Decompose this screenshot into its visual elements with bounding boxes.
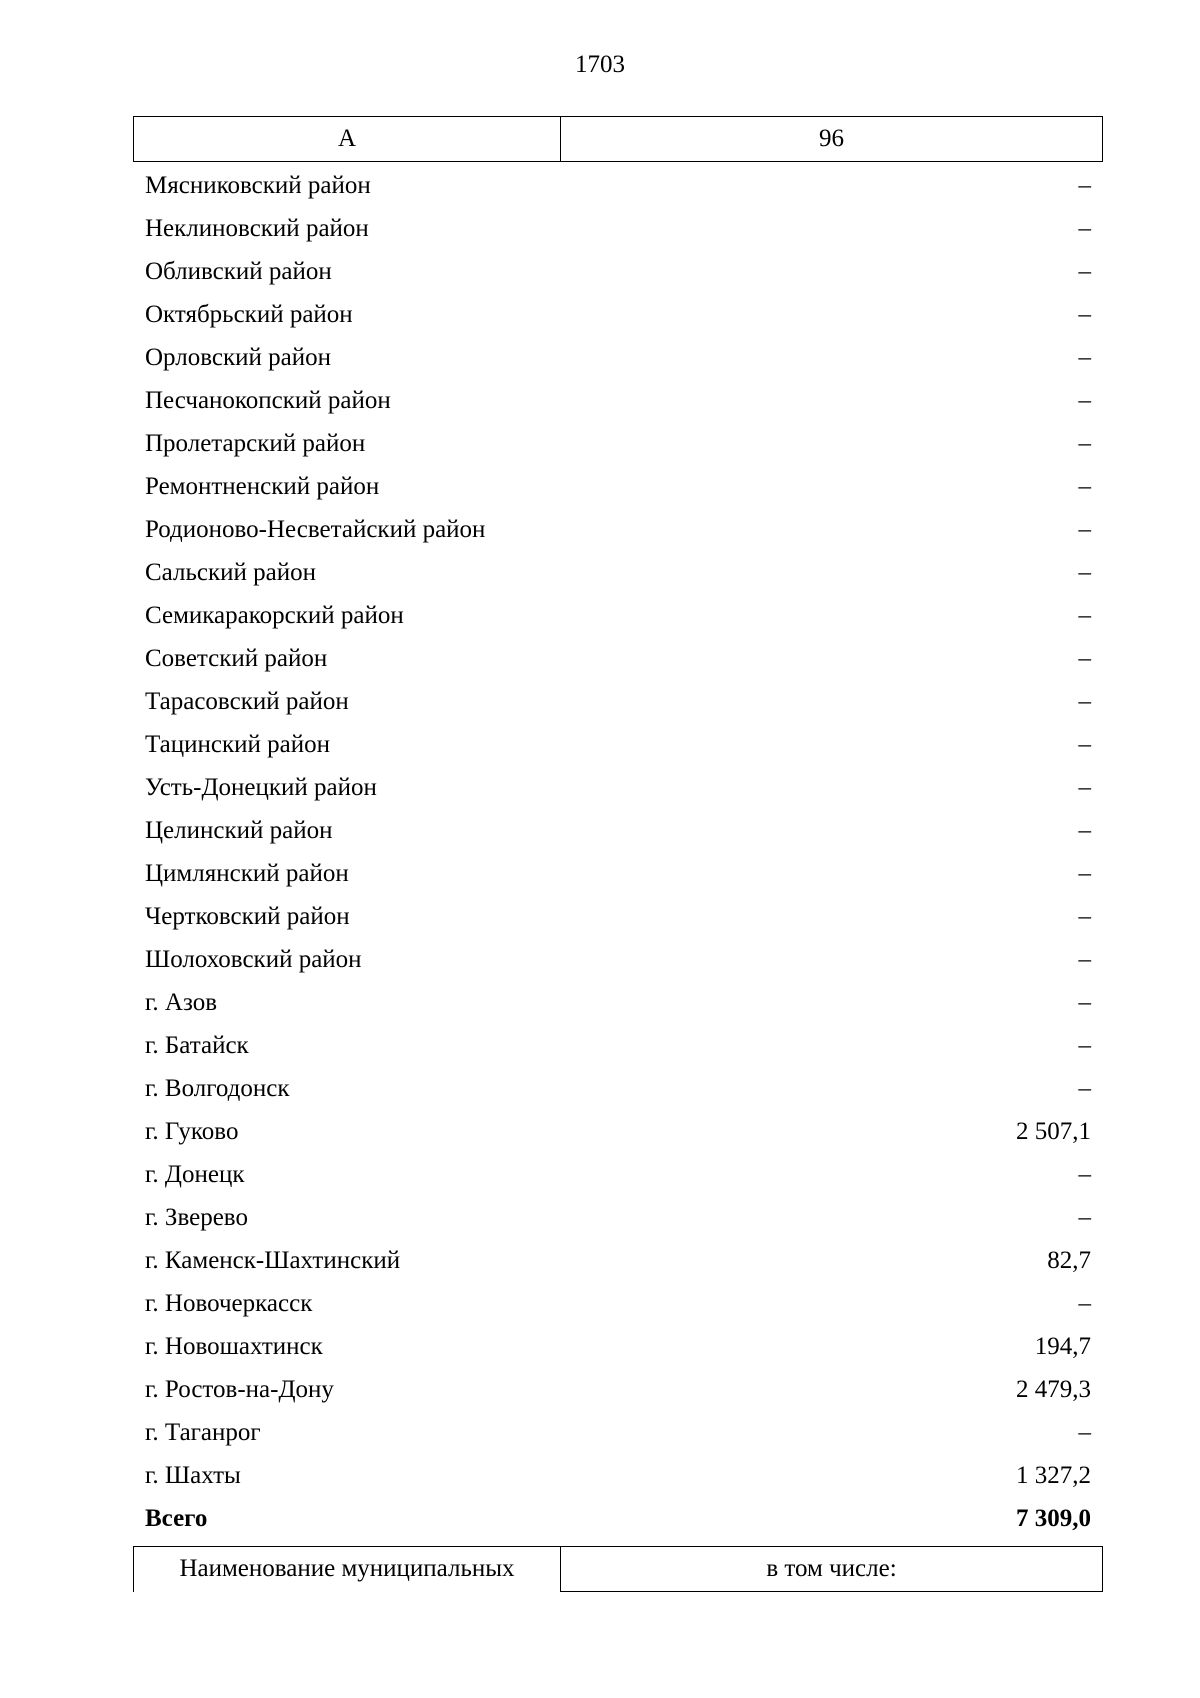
row-name: Обливский район: [145, 257, 332, 285]
row-name: Сальский район: [145, 558, 316, 586]
row-value: –: [1078, 1418, 1091, 1446]
column-header-row: [134, 117, 1103, 162]
row-value: –: [1078, 257, 1091, 285]
table-row: [133, 895, 1103, 938]
row-name: Цимлянский район: [145, 859, 349, 887]
table-row: [133, 1325, 1103, 1368]
row-value: –: [1078, 515, 1091, 543]
row-name: г. Волгодонск: [145, 1074, 290, 1102]
row-name: г. Новочеркасск: [145, 1289, 313, 1317]
row-name: Семикаракорский район: [145, 601, 404, 629]
row-name: г. Новошахтинск: [145, 1332, 323, 1360]
row-value: –: [1078, 945, 1091, 973]
continuation-header-name: Наименование муниципальных: [134, 1547, 561, 1592]
table-row: [133, 637, 1103, 680]
row-value: –: [1078, 558, 1091, 586]
row-name: Мясниковский район: [145, 171, 371, 199]
row-name: г. Шахты: [145, 1461, 241, 1489]
continuation-header-row: [134, 1547, 1103, 1592]
row-name: Орловский район: [145, 343, 331, 371]
column-header-table: [133, 116, 1103, 162]
row-name: Октябрьский район: [145, 300, 353, 328]
column-header-a: А: [134, 117, 561, 162]
row-name: г. Гуково: [145, 1117, 239, 1145]
table-row: [133, 981, 1103, 1024]
row-name: г. Таганрог: [145, 1418, 261, 1446]
row-name: Тарасовский район: [145, 687, 349, 715]
row-name: г. Ростов-на-Дону: [145, 1375, 334, 1403]
table-row: [133, 293, 1103, 336]
total-row: [133, 1497, 1103, 1540]
row-name: Целинский район: [145, 816, 333, 844]
table-row: [133, 207, 1103, 250]
row-value: –: [1078, 730, 1091, 758]
row-name: Песчанокопский район: [145, 386, 391, 414]
row-value: –: [1078, 171, 1091, 199]
row-value: –: [1078, 214, 1091, 242]
row-value: –: [1078, 644, 1091, 672]
row-name: Усть-Донецкий район: [145, 773, 377, 801]
table-row: [133, 723, 1103, 766]
row-value: –: [1078, 1074, 1091, 1102]
row-value: –: [1078, 472, 1091, 500]
row-name: г. Зверево: [145, 1203, 248, 1231]
row-name: г. Батайск: [145, 1031, 249, 1059]
row-value: –: [1078, 1031, 1091, 1059]
row-value: –: [1078, 773, 1091, 801]
row-value: –: [1078, 902, 1091, 930]
row-value: –: [1078, 1160, 1091, 1188]
column-header-96: 96: [561, 117, 1103, 162]
table-row: [133, 938, 1103, 981]
row-value: –: [1078, 386, 1091, 414]
page-number: 1703: [575, 51, 625, 78]
table-row: [133, 422, 1103, 465]
table-row: [133, 1196, 1103, 1239]
table-row: [133, 594, 1103, 637]
row-value: 2 479,3: [1016, 1375, 1091, 1403]
table-row: [133, 1067, 1103, 1110]
table-row: [133, 1024, 1103, 1067]
table-row: [133, 1110, 1103, 1153]
row-value: –: [1078, 300, 1091, 328]
row-name: Советский район: [145, 644, 328, 672]
table-row: [133, 1239, 1103, 1282]
table-row: [133, 680, 1103, 723]
row-value: –: [1078, 859, 1091, 887]
table-row: [133, 809, 1103, 852]
row-value: –: [1078, 988, 1091, 1016]
table-row: [133, 766, 1103, 809]
continuation-header-including: в том числе:: [561, 1547, 1103, 1592]
row-value: 194,7: [1034, 1332, 1091, 1360]
row-value: –: [1078, 816, 1091, 844]
table-row: [133, 1368, 1103, 1411]
row-value: –: [1078, 1289, 1091, 1317]
row-value: –: [1078, 343, 1091, 371]
table-row: [133, 465, 1103, 508]
row-name: Чертковский район: [145, 902, 350, 930]
table-row: [133, 250, 1103, 293]
table-row: [133, 551, 1103, 594]
table-row: [133, 164, 1103, 207]
row-value: –: [1078, 1203, 1091, 1231]
row-name: Неклиновский район: [145, 214, 369, 242]
row-name: Тацинский район: [145, 730, 330, 758]
row-name: г. Донецк: [145, 1160, 245, 1188]
row-value: –: [1078, 429, 1091, 457]
table-row: [133, 1282, 1103, 1325]
table-row: [133, 1411, 1103, 1454]
data-rows: [133, 164, 1103, 1540]
continuation-header-table: [133, 1546, 1103, 1592]
row-name: г. Каменск-Шахтинский: [145, 1246, 401, 1274]
row-name: Родионово-Несветайский район: [145, 515, 486, 543]
table-row: [133, 1153, 1103, 1196]
row-name: Шолоховский район: [145, 945, 362, 973]
row-value: –: [1078, 687, 1091, 715]
row-name: Ремонтненский район: [145, 472, 380, 500]
row-value: 82,7: [1047, 1246, 1091, 1274]
total-value: 7 309,0: [1016, 1504, 1091, 1532]
row-value: 1 327,2: [1016, 1461, 1091, 1489]
row-value: –: [1078, 601, 1091, 629]
table-row: [133, 336, 1103, 379]
row-name: Пролетарский район: [145, 429, 366, 457]
row-name: г. Азов: [145, 988, 218, 1016]
table-row: [133, 508, 1103, 551]
table-row: [133, 1454, 1103, 1497]
table-row: [133, 852, 1103, 895]
row-value: 2 507,1: [1016, 1117, 1091, 1145]
table-row: [133, 379, 1103, 422]
total-label: Всего: [145, 1504, 208, 1532]
